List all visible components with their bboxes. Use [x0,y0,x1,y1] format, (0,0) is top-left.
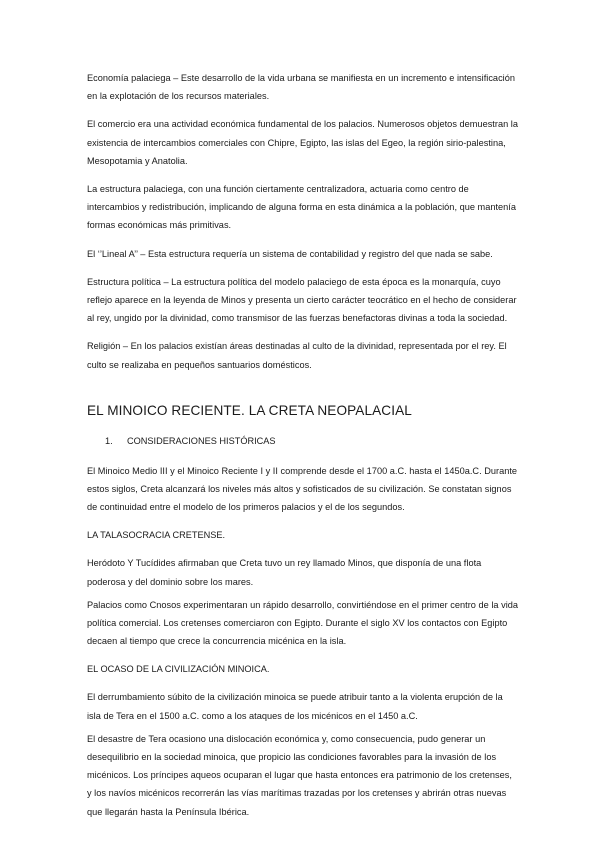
paragraph-palacios: Palacios como Cnosos experimentaran un rápido desarrollo, convirtiéndose en el primer centro de la vida política comercial. Los cretenses comerciaron con Egipto. Durante el siglo XV los contactos con Egipto decaen al tiempo que crece la concurrencia micénica en la isla. [87,599,519,647]
paragraph-religion: Religión – En los palacios existían áreas destinadas al culto de la divinidad, representada por el rey. El culto se realizaba en pequeños santuarios domésticos. [87,341,507,370]
paragraph-economia: Economía palaciega – Este desarrollo de la vida urbana se manifiesta en un incremento e intensificación en la explotación de los recursos materiales. [87,73,515,102]
numbered-item [105,432,519,450]
paragraph-desastre-tera: El desastre de Tera ocasiono una dislocación económica y, como consecuencia, pudo generar un desequilibrio en la sociedad minoica, que propicio las condiciones favorables para la invasión de los micénicos. Los príncipes aqueos ocuparan el lugar que hasta entonces era patrimonio de los cretenses, y los navíos micénicos recorrerán las vías marítimas trazadas por los cretenses y abrirán otras nuevas que llegarán hasta la Península Ibérica. [87,733,512,817]
paragraph-derrumbamiento: El derrumbamiento súbito de la civilización minoica se puede atribuir tanto a la violenta erupción de la isla de Tera en el 1500 a.C. como a los ataques de los micénicos en el 1450 a.C. [87,692,503,721]
paragraph-lineal-a: El ‘’Lineal A’’ – Esta estructura requería un sistema de contabilidad y registro del que nada se sabe. [87,248,493,259]
section-heading: EL MINOICO RECIENTE. LA CRETA NEOPALACIAL [87,402,412,418]
paragraph-herodoto: Heródoto Y Tucídides afirmaban que Creta tuvo un rey llamado Minos, que disponía de una flota poderosa y del dominio sobre los mares. [87,558,482,587]
paragraph-intro: El Minoico Medio III y el Minoico Reciente I y II comprende desde el 1700 a.C. hasta el 1450a.C. Durante estos siglos, Creta alcanzará los niveles más altos y sofisticados de su civilización. Se constatan signos de continuidad entre el modelo de los primeros palacios y el de los segundos. [87,465,518,513]
paragraph-comercio: El comercio era una actividad económica fundamental de los palacios. Numerosos objetos demuestran la existencia de intercambios comerciales con Chipre, Egipto, las islas del Egeo, la región sirio-palestina, Mesopotamia y Anatolia. [87,119,518,166]
paragraph-estructura-politica: Estructura política – La estructura política del modelo palaciego de esta época es la monarquía, cuyo reflejo aparece en la leyenda de Minos y presenta un cierto carácter teocrático en el hecho de considerar al rey, ungido por la divinidad, como transmisor de las fuerzas benefactoras divinas a toda la sociedad. [87,276,517,324]
paragraph-estructura-palaciega: La estructura palaciega, con una función ciertamente centralizadora, actuaria como centro de intercambios y redistribución, implicando de alguna forma en esta dinámica a la población, que mantenía formas económicas más primitivas. [87,184,517,231]
subheading-talasocracia: LA TALASOCRACIA CRETENSE. [87,530,226,541]
subheading-ocaso: EL OCASO DE LA CIVILIZACIÓN MINOICA. [87,664,270,675]
numbered-item-number: 1. [105,435,113,446]
document-page [87,69,519,821]
numbered-item-label: CONSIDERACIONES HISTÓRICAS [127,435,276,446]
